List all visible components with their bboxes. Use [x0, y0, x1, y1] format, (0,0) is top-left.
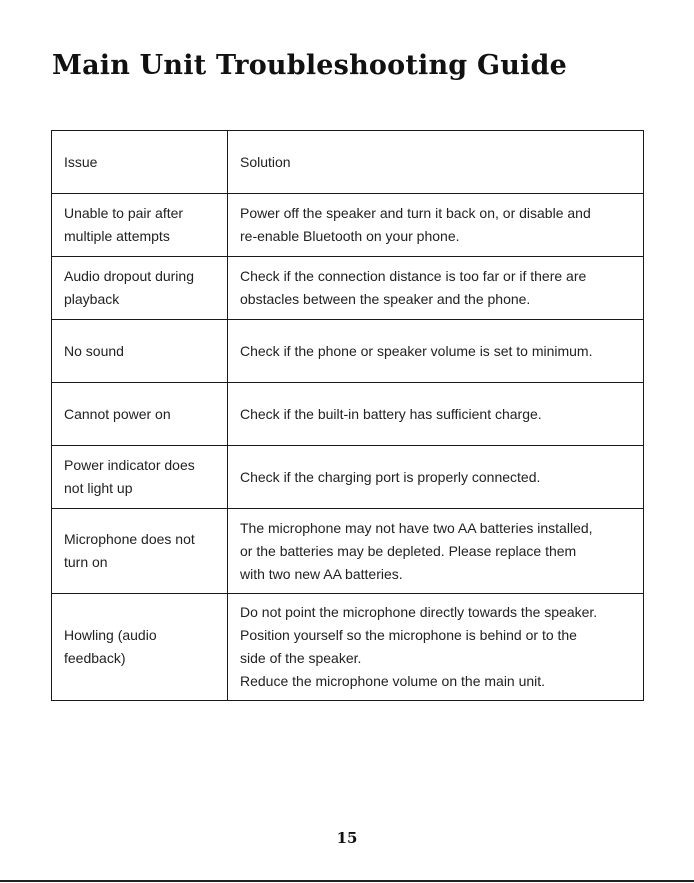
issue-cell: Cannot power on [52, 383, 228, 446]
solution-cell: Check if the charging port is properly connected. [228, 446, 644, 509]
table-row [52, 320, 644, 383]
solution-cell: Check if the built-in battery has sufficient charge. [228, 383, 644, 446]
table-header-row [52, 131, 644, 194]
solution-cell: Check if the phone or speaker volume is set to minimum. [228, 320, 644, 383]
issue-cell: Audio dropout during playback [52, 257, 228, 320]
issue-cell: Microphone does not turn on [52, 509, 228, 594]
page-number: 15 [336, 829, 358, 847]
solution-cell: Check if the connection distance is too far or if there are obstacles between the speaker and the phone. [228, 257, 644, 320]
solution-cell: Power off the speaker and turn it back on, or disable and re-enable Bluetooth on your phone. [228, 194, 644, 257]
table-row [52, 509, 644, 594]
troubleshooting-table [51, 130, 644, 701]
bottom-divider [0, 880, 694, 882]
table-row [52, 446, 644, 509]
column-header-issue: Issue [52, 131, 228, 194]
table-row [52, 257, 644, 320]
issue-cell: No sound [52, 320, 228, 383]
table-row [52, 383, 644, 446]
issue-cell: Power indicator does not light up [52, 446, 228, 509]
page-title: Main Unit Troubleshooting Guide [52, 50, 567, 81]
column-header-solution: Solution [228, 131, 644, 194]
table-row [52, 194, 644, 257]
issue-cell: Howling (audio feedback) [52, 594, 228, 701]
solution-cell: Do not point the microphone directly towards the speaker. Position yourself so the microphone is behind or to the side of the speaker. Reduce the microphone volume on the main unit. [228, 594, 644, 701]
table-row [52, 594, 644, 701]
solution-cell: The microphone may not have two AA batteries installed, or the batteries may be depleted. Please replace them with two new AA batteries. [228, 509, 644, 594]
issue-cell: Unable to pair after multiple attempts [52, 194, 228, 257]
